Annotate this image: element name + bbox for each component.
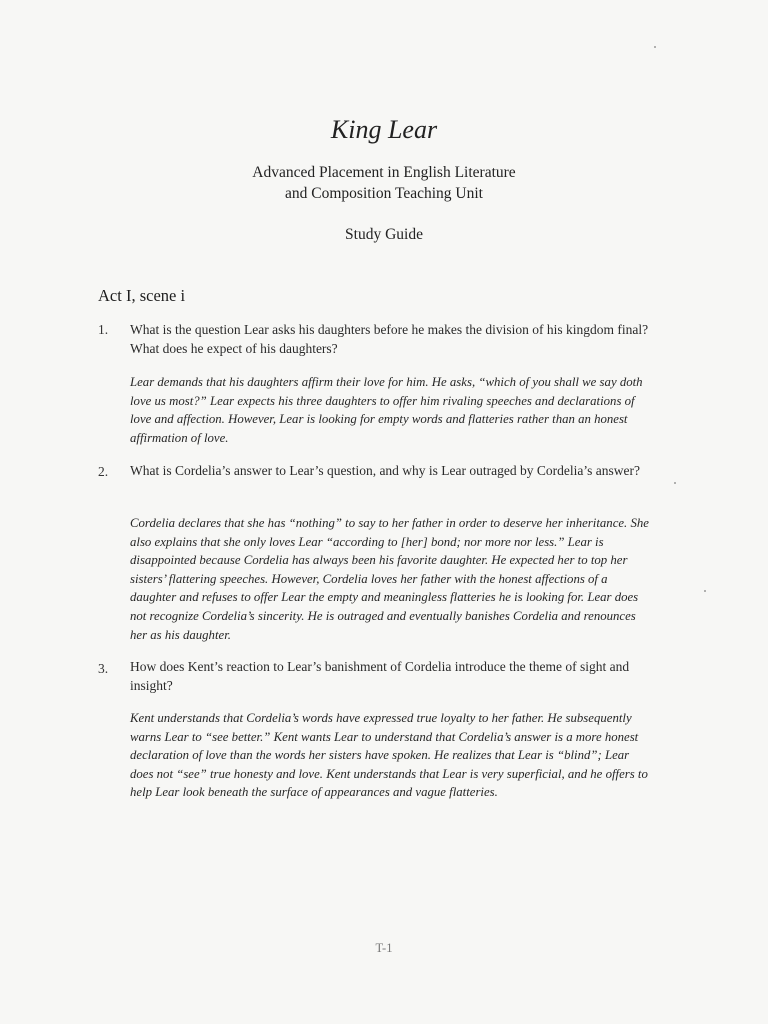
question-text: How does Kent’s reaction to Lear’s banishment of Cordelia introduce the theme of sight and insight? (130, 659, 630, 693)
scan-speck (674, 482, 676, 484)
answer-text: Cordelia declares that she has “nothing” to say to her father in order to deserve her inheritance. She also explains that she only loves Lear “according to [her] bond; nor more nor less.” Lear is disappointed because Cordelia has always been his favorite daughter. He expected her to top her sisters’ flattering speeches. However, Cordelia loves her father with the honest affections of a daughter and refuses to offer Lear the empty and meaningless flatteries he is looking for. Lear does not recognize Cordelia’s sincerity. He is outraged and eventually banishes Cordelia and renounces her as his daughter. (130, 516, 649, 642)
study-guide-label: Study Guide (345, 226, 423, 243)
document-title: King Lear (330, 115, 438, 144)
section-heading: Act I, scene i (98, 286, 186, 305)
subtitle-line-2: and Composition Teaching Unit (285, 185, 483, 202)
subtitle-line-1: Advanced Placement in English Literature (252, 164, 516, 181)
question-text: What is Cordelia’s answer to Lear’s question, and why is Lear outraged by Cordelia’s answer? (130, 463, 640, 478)
question-number: 3. (98, 661, 109, 676)
question-number: 2. (98, 464, 109, 479)
answer-text: Lear demands that his daughters affirm their love for him. He asks, “which of you shall we say doth love us most?” Lear expects his three daughters to offer him rivaling speeches and declarations of love and affection. However, Lear is looking for empty words and flatteries rather than an honest affirmation of love. (130, 375, 643, 445)
question-text: What is the question Lear asks his daughters before he makes the division of his kingdom final? What does he expect of his daughters? (130, 322, 649, 356)
scan-speck (654, 46, 656, 48)
page-number: T-1 (375, 941, 393, 955)
scan-speck (704, 590, 706, 592)
answer-text: Kent understands that Cordelia’s words have expressed true loyalty to her father. He subsequently warns Lear to “see better.” Kent wants Lear to understand that Cordelia’s answer is a more honest declaration of love than the words her sisters have spoken. He realizes that Lear is “blind”; Lear does not “see” true honesty and love. Kent understands that Lear is very superficial, and he offers to help Lear look beneath the surface of appearances and vague flatteries. (130, 711, 648, 800)
question-number: 1. (98, 322, 109, 337)
